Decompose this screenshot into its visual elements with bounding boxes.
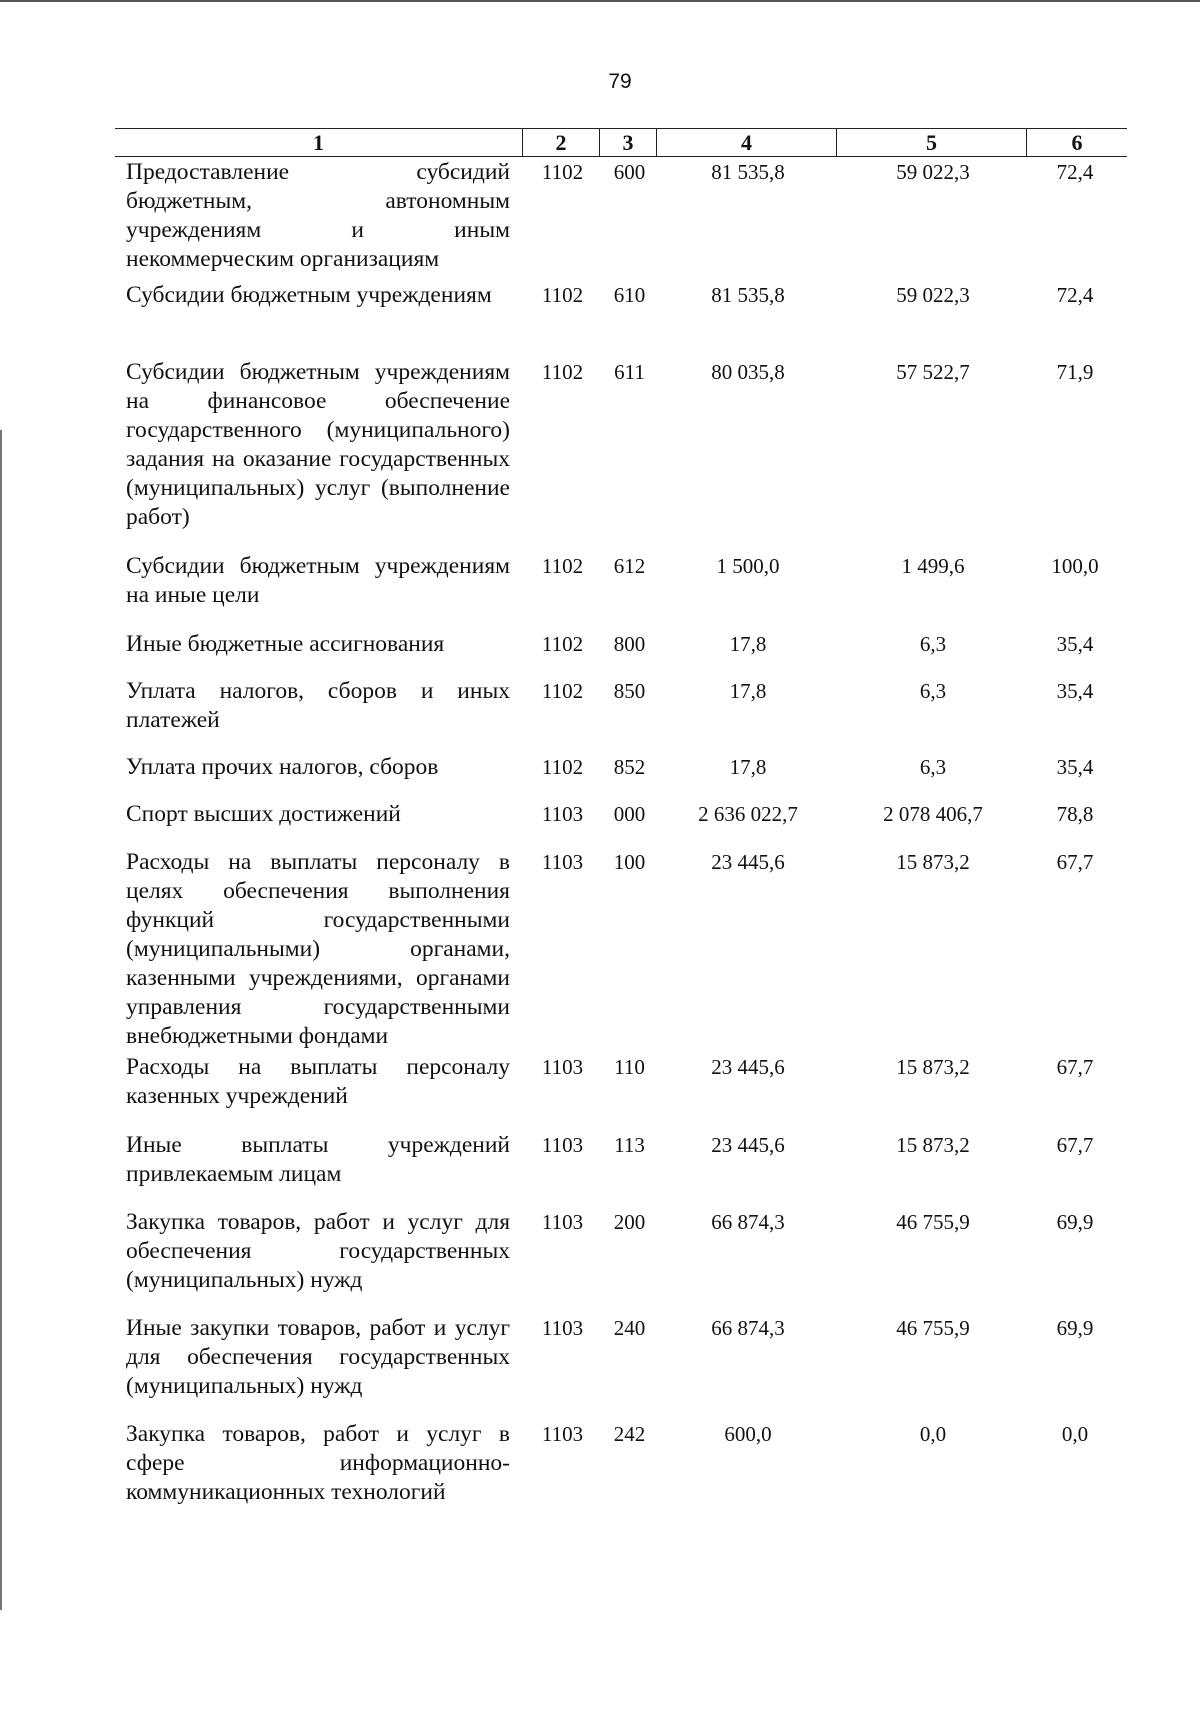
row-section: 1103: [541, 850, 584, 874]
row-code: 242: [613, 1422, 646, 1446]
row-name: Уплата налогов, сборов и иных платежей: [126, 678, 510, 733]
row-col5: 15 873,2: [896, 1133, 970, 1157]
row-col6: 67,7: [1056, 1133, 1094, 1157]
row-code: 113: [614, 1133, 645, 1157]
table-row: [0, 1420, 1200, 1520]
row-col4: 2 636 022,7: [698, 802, 798, 826]
row-name: Расходы на выплаты персоналу в целях обеспечения выполнения функций государственными (муниципальными) органами, казенными учреждениями, органами управления государственными внебюджетными фондами: [126, 849, 510, 1049]
row-section: 1103: [541, 1422, 584, 1446]
table-row: [0, 677, 1200, 753]
row-code: 000: [613, 802, 646, 826]
row-section: 1102: [541, 679, 584, 703]
row-col5: 2 078 406,7: [883, 802, 983, 826]
row-col6: 35,4: [1056, 632, 1094, 656]
row-col5: 6,3: [919, 632, 947, 656]
page-number: 79: [608, 70, 632, 93]
row-col5: 57 522,7: [896, 360, 970, 384]
header-col-1: 1: [115, 129, 523, 157]
row-col6: 69,9: [1056, 1316, 1094, 1340]
row-col6: 72,4: [1056, 283, 1094, 307]
row-section: 1103: [541, 1133, 584, 1157]
row-col5: 15 873,2: [896, 850, 970, 874]
row-col4: 66 874,3: [711, 1316, 785, 1340]
row-name: Закупка товаров, работ и услуг для обеспечения государственных (муниципальных) нужд: [126, 1209, 510, 1293]
row-code: 612: [613, 554, 646, 578]
row-name: Субсидии бюджетным учреждениям: [126, 282, 492, 308]
row-col5: 59 022,3: [896, 283, 970, 307]
row-name: Уплата прочих налогов, сборов: [126, 754, 439, 780]
row-name: Спорт высших достижений: [126, 801, 401, 827]
row-name: Расходы на выплаты персоналу казенных учреждений: [126, 1054, 510, 1109]
row-col4: 81 535,8: [711, 160, 785, 184]
row-code: 110: [614, 1055, 645, 1079]
row-section: 1102: [541, 554, 584, 578]
table-row: [0, 800, 1200, 848]
row-name: Субсидии бюджетным учреждениям на финансовое обеспечение государственного (муниципального) задания на оказание государственных (муниципальных) услуг (выполнение работ): [126, 359, 510, 530]
row-section: 1103: [541, 1316, 584, 1340]
row-name: Закупка товаров, работ и услуг в сфере информационно-коммуникационных технологий: [126, 1421, 510, 1505]
header-col-3: 3: [600, 129, 657, 157]
row-col4: 80 035,8: [711, 360, 785, 384]
row-section: 1102: [541, 755, 584, 779]
row-col6: 71,9: [1056, 360, 1094, 384]
row-code: 852: [613, 755, 646, 779]
header-col-2: 2: [523, 129, 600, 157]
header-col-5: 5: [837, 129, 1027, 157]
row-col6: 78,8: [1056, 802, 1094, 826]
row-col5: 59 022,3: [896, 160, 970, 184]
row-code: 600: [613, 160, 646, 184]
row-section: 1103: [541, 1055, 584, 1079]
row-name: Предоставление субсидий бюджетным, автономным учреждениям и иным некоммерческим организациям: [126, 159, 510, 272]
row-name: Субсидии бюджетным учреждениям на иные цели: [126, 553, 510, 608]
row-col5: 1 499,6: [901, 554, 965, 578]
row-col5: 15 873,2: [896, 1055, 970, 1079]
row-col6: 67,7: [1056, 1055, 1094, 1079]
table-row: [0, 1314, 1200, 1420]
table-body: [0, 158, 1200, 1520]
table-row: [0, 358, 1200, 552]
row-name: Иные закупки товаров, работ и услуг для обеспечения государственных (муниципальных) нужд: [126, 1315, 510, 1399]
row-code: 611: [614, 360, 645, 384]
row-col6: 67,7: [1056, 850, 1094, 874]
row-code: 850: [613, 679, 646, 703]
table-row: [0, 552, 1200, 630]
row-name: Иные выплаты учреждений привлекаемым лицам: [126, 1132, 510, 1187]
table-row: [0, 630, 1200, 677]
header-col-4: 4: [657, 129, 837, 157]
row-col5: 46 755,9: [896, 1316, 970, 1340]
row-col6: 35,4: [1056, 755, 1094, 779]
row-code: 200: [613, 1210, 646, 1234]
row-col4: 66 874,3: [711, 1210, 785, 1234]
row-section: 1102: [541, 283, 584, 307]
row-code: 240: [613, 1316, 646, 1340]
row-col4: 17,8: [729, 679, 767, 703]
row-code: 800: [613, 632, 646, 656]
row-section: 1103: [541, 1210, 584, 1234]
header-col-6: 6: [1027, 129, 1127, 157]
row-col6: 35,4: [1056, 679, 1094, 703]
row-col6: 0,0: [1061, 1422, 1089, 1446]
row-col4: 23 445,6: [711, 850, 785, 874]
row-col4: 17,8: [729, 755, 767, 779]
row-col4: 23 445,6: [711, 1133, 785, 1157]
table-row: [0, 281, 1200, 358]
row-code: 100: [613, 850, 646, 874]
scan-edge-top: [0, 0, 1200, 2]
row-col5: 46 755,9: [896, 1210, 970, 1234]
row-section: 1102: [541, 632, 584, 656]
table-row: [0, 1208, 1200, 1314]
table-row: [0, 848, 1200, 1053]
row-col4: 81 535,8: [711, 283, 785, 307]
row-col4: 17,8: [729, 632, 767, 656]
table-row: [0, 1131, 1200, 1208]
row-col6: 69,9: [1056, 1210, 1094, 1234]
row-col5: 6,3: [919, 679, 947, 703]
row-section: 1102: [541, 160, 584, 184]
row-col6: 72,4: [1056, 160, 1094, 184]
row-code: 610: [613, 283, 646, 307]
row-section: 1102: [541, 360, 584, 384]
table-row: [0, 158, 1200, 281]
row-name: Иные бюджетные ассигнования: [126, 631, 445, 657]
row-col4: 23 445,6: [711, 1055, 785, 1079]
table-row: [0, 753, 1200, 800]
row-col4: 600,0: [724, 1422, 772, 1446]
table-header: [115, 128, 1127, 157]
row-col5: 6,3: [919, 755, 947, 779]
row-col6: 100,0: [1051, 554, 1099, 578]
row-col5: 0,0: [919, 1422, 947, 1446]
table-row: [0, 1053, 1200, 1131]
row-section: 1103: [541, 802, 584, 826]
row-col4: 1 500,0: [716, 554, 780, 578]
